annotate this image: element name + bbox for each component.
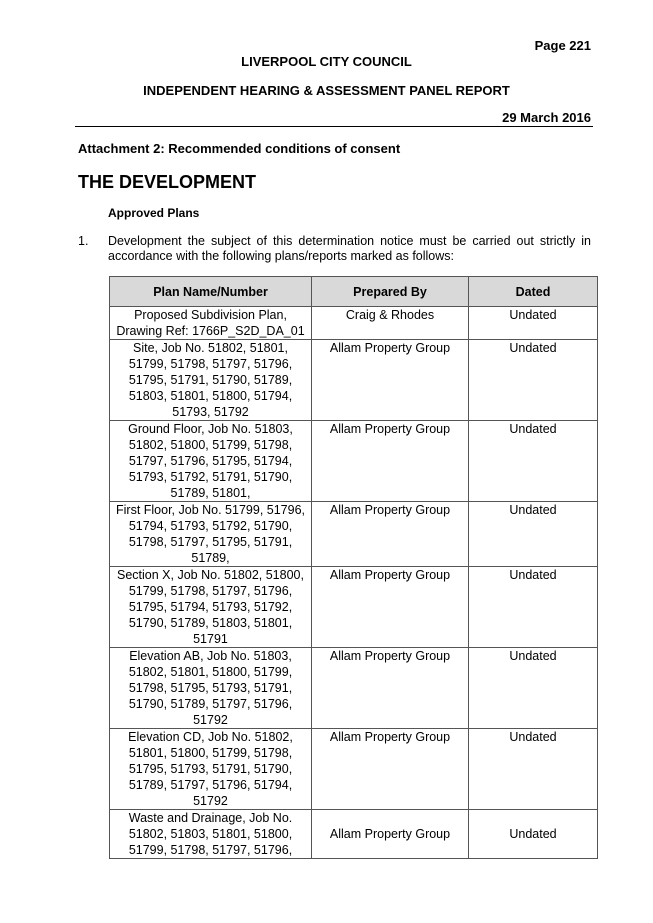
report-date: 29 March 2016 — [502, 110, 591, 125]
prepared-by-cell: Allam Property Group — [312, 502, 469, 567]
section-heading: THE DEVELOPMENT — [78, 172, 257, 192]
header-prepared-by: Prepared By — [312, 277, 469, 307]
plan-name-cell: Elevation CD, Job No. 51802, 51801, 51800, 51799, 51798, 51795, 51793, 51791, 51790, 51789, 51797, 51796, 51794, 51792 — [110, 729, 312, 810]
plan-name-cell: Section X, Job No. 51802, 51800, 51799, 51798, 51797, 51796, 51795, 51794, 51793, 51792, 51790, 51789, 51803, 51801, 51791 — [110, 567, 312, 648]
dated-cell: Undated — [469, 729, 598, 810]
prepared-by-cell: Allam Property Group — [312, 729, 469, 810]
prepared-by-cell: Allam Property Group — [312, 648, 469, 729]
page-number: Page 221 — [534, 38, 591, 53]
table-row — [110, 648, 598, 729]
plan-name-cell: Ground Floor, Job No. 51803, 51802, 51800, 51799, 51798, 51797, 51796, 51795, 51794, 51793, 51792, 51791, 51790, 51789, 51801, — [110, 421, 312, 502]
plan-name-cell: Site, Job No. 51802, 51801, 51799, 51798, 51797, 51796, 51795, 51791, 51790, 51789, 51803, 51801, 51800, 51794, 51793, 51792 — [110, 340, 312, 421]
council-name: LIVERPOOL CITY COUNCIL — [241, 54, 412, 69]
subheading-approved-plans: Approved Plans — [108, 206, 200, 220]
dated-cell: Undated — [469, 307, 598, 340]
report-title: INDEPENDENT HEARING & ASSESSMENT PANEL REPORT — [143, 83, 510, 98]
dated-cell: Undated — [469, 567, 598, 648]
dated-cell: Undated — [469, 421, 598, 502]
prepared-by-cell: Allam Property Group — [312, 340, 469, 421]
header-divider — [75, 126, 593, 127]
dated-cell: Undated — [469, 340, 598, 421]
dated-cell: Undated — [469, 810, 598, 859]
plan-name-cell: First Floor, Job No. 51799, 51796, 51794, 51793, 51792, 51790, 51798, 51797, 51795, 51791, 51789, — [110, 502, 312, 567]
plan-name-cell: Proposed Subdivision Plan, Drawing Ref: 1766P_S2D_DA_01 — [110, 307, 312, 340]
table-row — [110, 502, 598, 567]
table-row — [110, 340, 598, 421]
prepared-by-cell: Craig & Rhodes — [312, 307, 469, 340]
attachment-title: Attachment 2: Recommended conditions of consent — [78, 141, 401, 156]
condition-number: 1. — [78, 234, 89, 248]
dated-cell: Undated — [469, 648, 598, 729]
table-row — [110, 307, 598, 340]
prepared-by-cell: Allam Property Group — [312, 421, 469, 502]
header-dated: Dated — [469, 277, 598, 307]
condition-text: Development the subject of this determination notice must be carried out strictly in accordance with the following plans/reports marked as follows: — [108, 234, 591, 263]
table-header-row — [110, 277, 598, 307]
table-row — [110, 567, 598, 648]
plan-name-cell: Elevation AB, Job No. 51803, 51802, 51801, 51800, 51799, 51798, 51795, 51793, 51791, 51790, 51789, 51797, 51796, 51792 — [110, 648, 312, 729]
plan-name-cell: Waste and Drainage, Job No. 51802, 51803, 51801, 51800, 51799, 51798, 51797, 51796, — [110, 810, 312, 859]
approved-plans-table — [109, 276, 598, 859]
table-row — [110, 729, 598, 810]
header-plan-name: Plan Name/Number — [110, 277, 312, 307]
prepared-by-cell: Allam Property Group — [312, 567, 469, 648]
table-row — [110, 421, 598, 502]
dated-cell: Undated — [469, 502, 598, 567]
prepared-by-cell: Allam Property Group — [312, 810, 469, 859]
table-row — [110, 810, 598, 859]
